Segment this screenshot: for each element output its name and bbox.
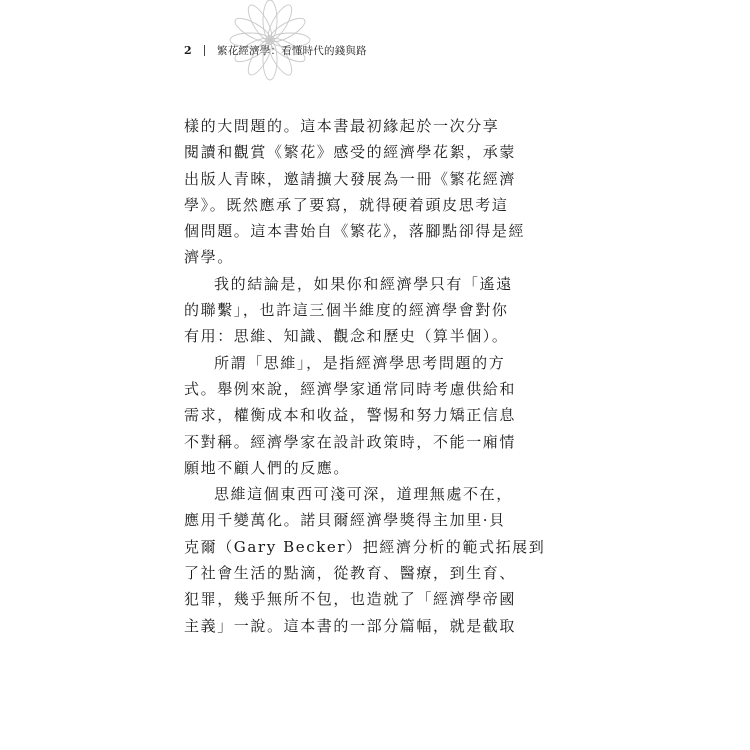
text-line: 主義」一說。這本書的一部分篇幅，就是截取 [184, 616, 517, 635]
text-line: 所謂「思維」，是指經濟學思考問題的方 [214, 353, 506, 372]
text-line: 式。舉例來說，經濟學家通常同時考慮供給和 [184, 379, 517, 398]
text-line: 個問題。這本書始自《繁花》，落腳點卻得是經 [184, 222, 526, 241]
text-line: 出版人青睞，邀請擴大發展為一冊《繁花經濟 [184, 169, 517, 188]
text-line: 思維這個東西可淺可深，道理無處不在， [214, 485, 513, 504]
text-line: 克爾（Gary Becker）把經濟分析的範式拓展到 [184, 537, 546, 556]
running-header [184, 40, 367, 60]
text-line: 閱讀和觀賞《繁花》感受的經濟學花絮，承蒙 [184, 143, 517, 162]
text-line: 有用：思維、知識、觀念和歷史（算半個）。 [184, 327, 509, 346]
body-text [184, 113, 546, 639]
text-line: 了社會生活的點滴，從教育、醫療，到生育、 [184, 564, 517, 583]
text-line: 不對稱。經濟學家在設計政策時，不能一廂情 [184, 432, 517, 451]
text-line: 應用千變萬化。諾貝爾經濟學獎得主加里·貝 [184, 511, 506, 530]
book-title: 繁花經濟學：看懂時代的錢與路 [217, 44, 367, 57]
text-line: 的聯繫」，也許這三個半維度的經濟學會對你 [184, 301, 509, 320]
text-line: 願地不顧人們的反應。 [184, 458, 351, 477]
page-number: 2 [184, 43, 192, 57]
text-line: 樣的大問題的。這本書最初緣起於一次分享 [184, 117, 500, 135]
header-divider [204, 45, 205, 56]
text-line: 學》。既然應承了要寫，就得硬着頭皮思考這 [184, 195, 509, 214]
text-line: 需求，權衡成本和收益，警惕和努力矯正信息 [184, 406, 517, 425]
text-line: 濟學。 [184, 248, 234, 267]
text-line: 我的結論是，如果你和經濟學只有「遙遠 [214, 274, 513, 293]
text-line: 犯罪，幾乎無所不包，也造就了「經濟學帝國 [184, 590, 517, 609]
